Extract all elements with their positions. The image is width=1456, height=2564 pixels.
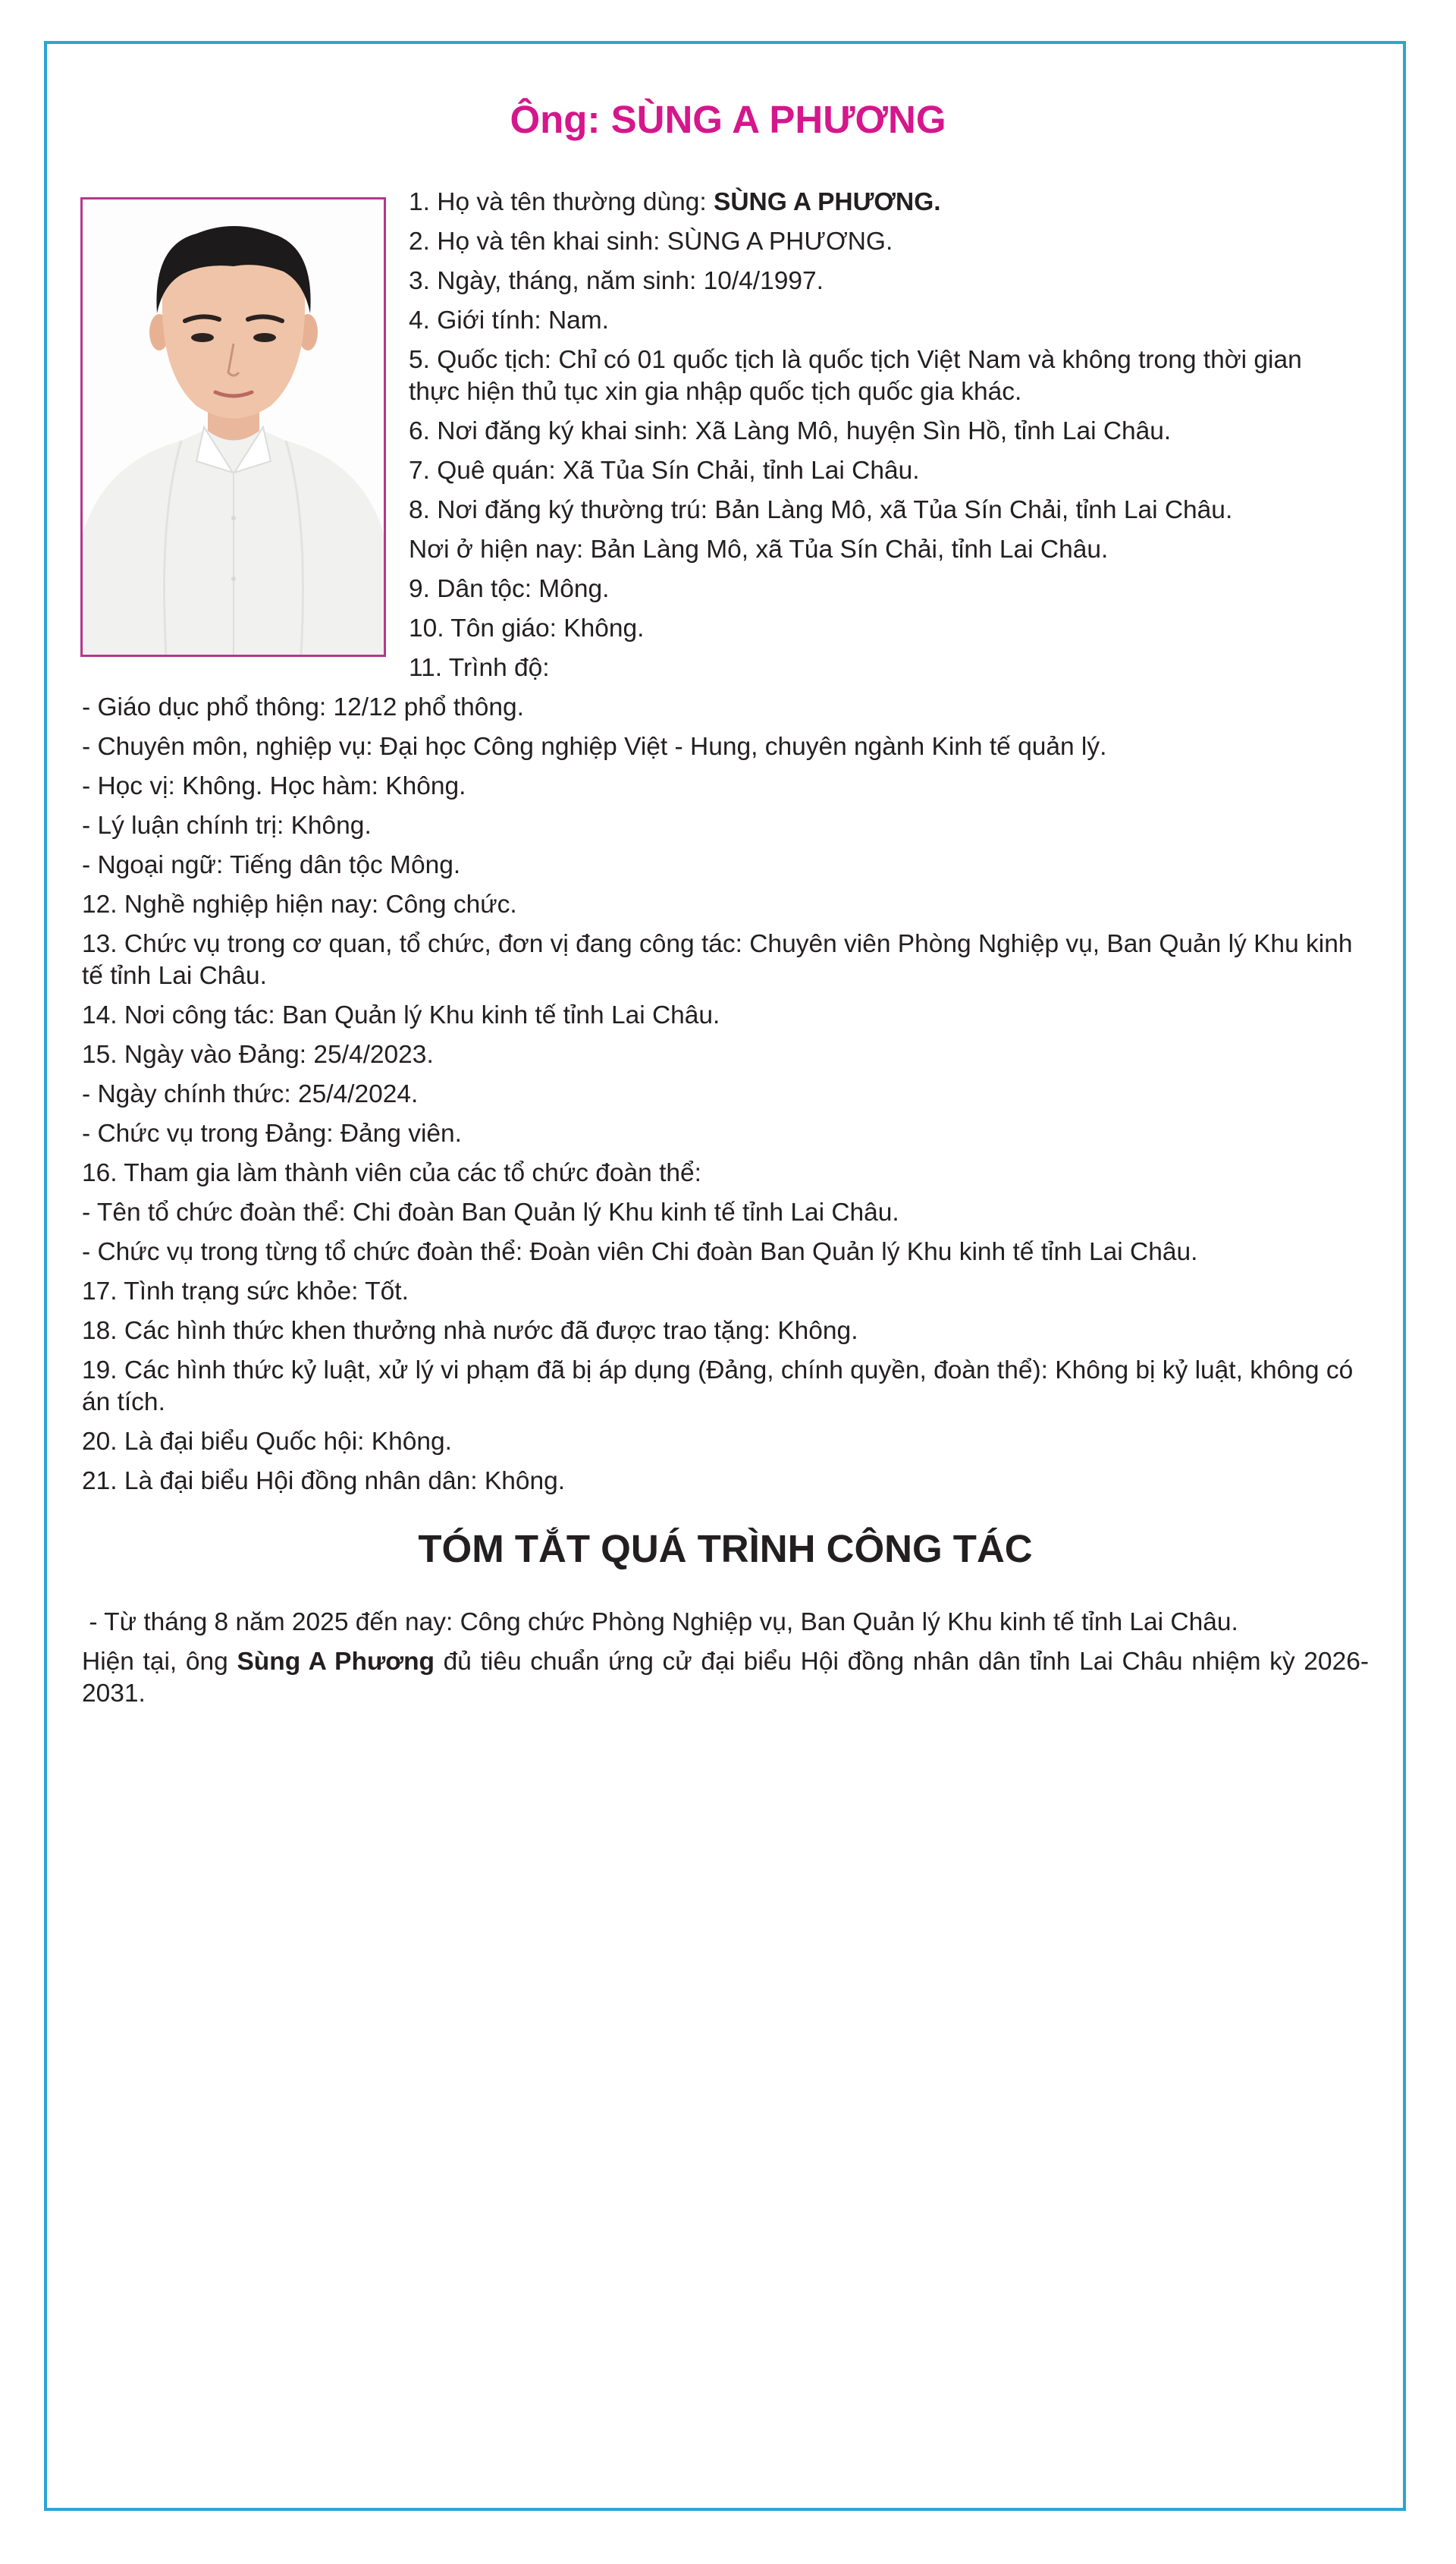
item-birth-date: 3. Ngày, tháng, năm sinh: 10/4/1997. — [409, 267, 824, 295]
item-birth-registration: 6. Nơi đăng ký khai sinh: Xã Làng Mô, huyện Sìn Hồ, tỉnh Lai Châu. — [409, 417, 1172, 445]
item-organization-role: - Chức vụ trong từng tổ chức đoàn thể: Đoàn viên Chi đoàn Ban Quản lý Khu kinh tế tỉnh Lai Châu. — [82, 1238, 1198, 1266]
item-position: 13. Chức vụ trong cơ quan, tổ chức, đơn vị đang công tác: Chuyên viên Phòng Nghiệp vụ, Ban Quản lý Khu kinh tế tỉnh Lai Châu. — [82, 930, 1353, 990]
item-occupation: 12. Nghề nghiệp hiện nay: Công chức. — [82, 891, 517, 919]
career-entry: - Từ tháng 8 năm 2025 đến nay: Công chức Phòng Nghiệp vụ, Ban Quản lý Khu kinh tế tỉnh Lai Châu. — [82, 1608, 1238, 1636]
item-awards: 18. Các hình thức khen thưởng nhà nước đã được trao tặng: Không. — [82, 1317, 858, 1345]
item-organization-name: - Tên tổ chức đoàn thể: Chi đoàn Ban Quản lý Khu kinh tế tỉnh Lai Châu. — [82, 1199, 899, 1227]
career-heading: TÓM TẮT QUÁ TRÌNH CÔNG TÁC — [418, 1527, 1033, 1570]
item-party-position: - Chức vụ trong Đảng: Đảng viên. — [82, 1120, 462, 1148]
item-birth-name: 2. Họ và tên khai sinh: SÙNG A PHƯƠNG. — [409, 228, 893, 256]
item-degree: - Học vị: Không. Học hàm: Không. — [82, 772, 466, 800]
common-name-value: SÙNG A PHƯƠNG. — [713, 188, 941, 216]
candidate-title: Ông: SÙNG A PHƯƠNG — [510, 98, 946, 141]
item-discipline: 19. Các hình thức kỷ luật, xử lý vi phạm đã bị áp dụng (Đảng, chính quyền, đoàn thể): Không bị kỷ luật, không có án tích. — [82, 1356, 1354, 1416]
item-professional-training: - Chuyên môn, nghiệp vụ: Đại học Công nghiệp Việt - Hung, chuyên ngành Kinh tế quản lý. — [82, 733, 1107, 761]
item-health: 17. Tình trạng sức khỏe: Tốt. — [82, 1277, 409, 1306]
career-summary: Hiện tại, ông Sùng A Phương đủ tiêu chuẩn ứng cử đại biểu Hội đồng nhân dân tỉnh Lai Châu nhiệm kỳ 2026-2031. — [82, 1648, 1369, 1708]
candidate-name: Sùng A Phương — [237, 1648, 435, 1676]
item-foreign-language: - Ngoại ngữ: Tiếng dân tộc Mông. — [82, 851, 461, 879]
item-hometown: 7. Quê quán: Xã Tủa Sín Chải, tỉnh Lai Châu. — [409, 457, 920, 485]
item-political-theory: - Lý luận chính trị: Không. — [82, 812, 372, 840]
item-national-assembly: 20. Là đại biểu Quốc hội: Không. — [82, 1428, 452, 1456]
item-peoples-council: 21. Là đại biểu Hội đồng nhân dân: Không. — [82, 1467, 566, 1495]
item-current-residence: Nơi ở hiện nay: Bản Làng Mô, xã Tủa Sín Chải, tỉnh Lai Châu. — [409, 536, 1109, 564]
item-permanent-residence: 8. Nơi đăng ký thường trú: Bản Làng Mô, xã Tủa Sín Chải, tỉnh Lai Châu. — [409, 496, 1233, 524]
item-nationality: 5. Quốc tịch: Chỉ có 01 quốc tịch là quốc tịch Việt Nam và không trong thời gian thực hiện thủ tục xin gia nhập quốc tịch quốc gia khác. — [409, 346, 1302, 406]
item-gender: 4. Giới tính: Nam. — [409, 306, 609, 335]
item-common-name: 1. Họ và tên thường dùng: SÙNG A PHƯƠNG. — [409, 188, 941, 216]
item-workplace: 14. Nơi công tác: Ban Quản lý Khu kinh tế tỉnh Lai Châu. — [82, 1001, 720, 1029]
item-ethnicity: 9. Dân tộc: Mông. — [409, 575, 610, 603]
item-qualifications: 11. Trình độ: — [409, 654, 550, 682]
candidate-bio — [82, 187, 1369, 1717]
item-organizations: 16. Tham gia làm thành viên của các tổ chức đoàn thể: — [82, 1159, 701, 1187]
item-party-join-date: 15. Ngày vào Đảng: 25/4/2023. — [82, 1041, 434, 1069]
item-general-education: - Giáo dục phổ thông: 12/12 phổ thông. — [82, 693, 524, 721]
item-party-official-date: - Ngày chính thức: 25/4/2024. — [82, 1080, 419, 1108]
item-religion: 10. Tôn giáo: Không. — [409, 614, 645, 643]
